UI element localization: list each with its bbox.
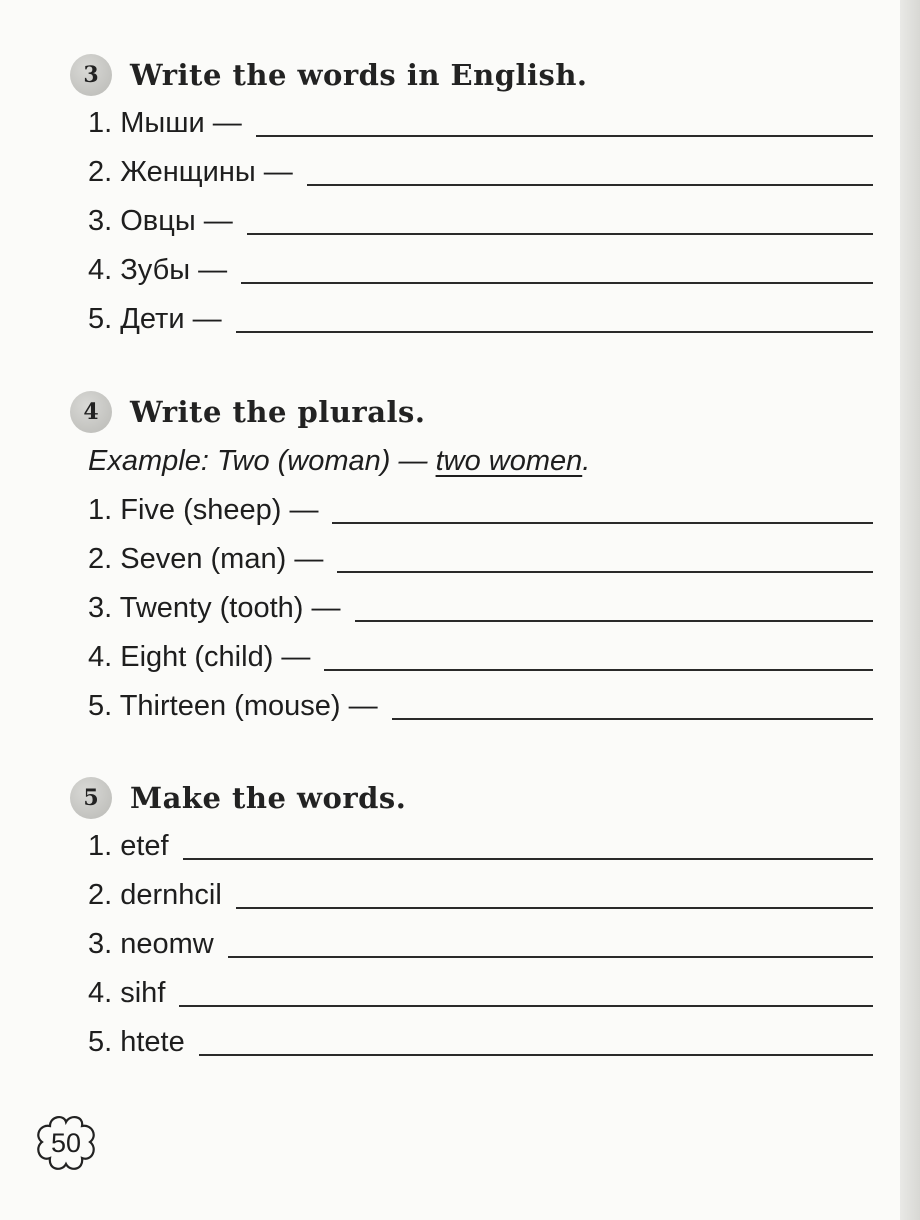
- answer-line[interactable]: [179, 1005, 873, 1007]
- prompt: 4. Eight (child) —: [88, 641, 311, 673]
- answer-line[interactable]: [392, 718, 873, 720]
- page-number-text: 50: [50, 1127, 82, 1158]
- exercise-title: Write the words in English.: [130, 58, 588, 92]
- answer-line[interactable]: [228, 956, 873, 958]
- answer-row: [88, 492, 873, 528]
- prompt: 4. sihf: [88, 977, 166, 1009]
- prompt: 5. htete: [88, 1026, 185, 1058]
- example-sentence: [88, 445, 590, 478]
- exercise-5: [70, 778, 406, 818]
- example-prompt: Example: Two (woman) —: [88, 445, 428, 477]
- answer-line[interactable]: [256, 135, 873, 137]
- answer-row: [88, 639, 873, 675]
- answer-line[interactable]: [355, 620, 873, 622]
- prompt: 5. Thirteen (mouse) —: [88, 690, 378, 722]
- prompt: 2. dernhcil: [88, 879, 222, 911]
- page-number: [30, 1112, 102, 1174]
- prompt: 3. Овцы —: [88, 205, 233, 237]
- answer-line[interactable]: [236, 907, 873, 909]
- answer-line[interactable]: [236, 331, 873, 333]
- answer-line[interactable]: [199, 1054, 873, 1056]
- exercise-3: [70, 55, 588, 95]
- prompt: 5. Дети —: [88, 303, 222, 335]
- exercise-4: [70, 392, 425, 432]
- prompt: 2. Seven (man) —: [88, 543, 324, 575]
- answer-row: [88, 590, 873, 626]
- answer-line[interactable]: [337, 571, 873, 573]
- answer-row: [88, 154, 873, 190]
- answer-line[interactable]: [307, 184, 873, 186]
- answer-row: [88, 301, 873, 337]
- answer-row: [88, 828, 873, 864]
- page-edge-shadow: [900, 0, 920, 1220]
- answer-line[interactable]: [324, 669, 873, 671]
- answer-row: [88, 203, 873, 239]
- exercise-title: Write the plurals.: [130, 395, 426, 429]
- prompt: 4. Зубы —: [88, 254, 228, 286]
- answer-row: [88, 541, 873, 577]
- answer-row: [88, 926, 873, 962]
- answer-line[interactable]: [241, 282, 873, 284]
- prompt: 3. neomw: [88, 928, 214, 960]
- answer-row: [88, 975, 873, 1011]
- exercise-number-badge: 3: [70, 54, 112, 96]
- answer-line[interactable]: [332, 522, 873, 524]
- exercise-title: Make the words.: [130, 781, 407, 815]
- prompt: 1. Мыши —: [88, 107, 242, 139]
- answer-row: [88, 105, 873, 141]
- prompt: 2. Женщины —: [88, 156, 293, 188]
- exercise-number-badge: 5: [70, 777, 112, 819]
- exercise-number-badge: 4: [70, 391, 112, 433]
- answer-line[interactable]: [183, 858, 873, 860]
- answer-row: [88, 877, 873, 913]
- answer-row: [88, 252, 873, 288]
- prompt: 1. etef: [88, 830, 169, 862]
- example-period: .: [582, 445, 591, 477]
- prompt: 1. Five (sheep) —: [88, 494, 319, 526]
- answer-line[interactable]: [247, 233, 873, 235]
- answer-row: [88, 688, 873, 724]
- prompt: 3. Twenty (tooth) —: [88, 592, 341, 624]
- example-answer: two women: [435, 445, 583, 477]
- answer-row: [88, 1024, 873, 1060]
